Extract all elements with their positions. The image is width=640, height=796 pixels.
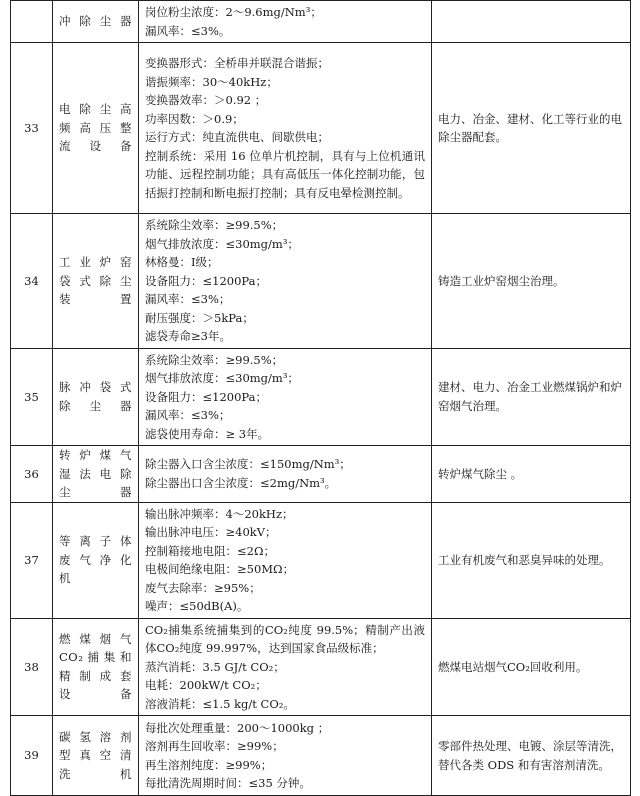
parameter-line: 滤袋使用寿命：≥ 3年。	[145, 426, 270, 441]
parameter-line: 变换器效率：＞0.92 ；	[145, 93, 267, 107]
parameter-line: 林格曼：Ⅰ级；	[145, 255, 219, 269]
equipment-name	[53, 446, 139, 503]
equipment-name-line: 流设备	[59, 139, 132, 154]
table-row	[11, 502, 631, 618]
table-row	[11, 618, 631, 716]
parameter-line: 除尘器入口含尘浓度：≤150mg/Nm³；	[145, 457, 351, 472]
equipment-name	[53, 43, 139, 214]
parameter-line: 漏风率：≤3%；	[145, 408, 231, 422]
parameter-line: 除尘器出口含尘浓度：≤2mg/Nm³。	[145, 475, 337, 490]
row-number	[11, 1, 53, 43]
equipment-name-line: 碳氢溶剂	[59, 729, 132, 744]
equipment-name-line: 脉冲袋式	[59, 380, 132, 395]
equipment-name-line: 装置	[59, 292, 132, 306]
parameter-line: 滤袋寿命≥3年。	[145, 329, 231, 343]
equipment-name-line: 湿法电除	[59, 466, 132, 481]
equipment-name	[53, 716, 139, 796]
equipment-name-line: 精制成套	[59, 668, 132, 683]
row-number: 38	[11, 618, 53, 716]
table-row	[11, 446, 631, 503]
technical-parameters	[139, 502, 432, 618]
parameter-line: 漏风率：≤3%；	[145, 292, 231, 306]
technical-parameters	[139, 1, 432, 43]
technical-parameters	[139, 43, 432, 214]
application-field: 零部件热处理、电镀、涂层等清洗，替代各类 ODS 和有害溶剂清洗。	[432, 716, 631, 796]
equipment-name	[53, 618, 139, 716]
equipment-name-line: 机	[59, 571, 71, 586]
row-number: 33	[11, 43, 53, 214]
equipment-name-line: 频高压整	[59, 120, 132, 135]
application-field: 转炉煤气除尘 。	[432, 446, 631, 503]
parameter-line: 系统除尘效率：≥99.5%；	[145, 352, 284, 367]
table-row	[11, 348, 631, 446]
parameter-line: 电极间绝缘电阻：≥50MΩ；	[145, 562, 295, 576]
parameter-line: 废气去除率：≥95%；	[145, 580, 261, 595]
parameter-line: 功率因数：＞0.9；	[145, 111, 244, 126]
parameter-line: 噪声：≤50dB(A)。	[145, 599, 249, 613]
parameter-line: 漏风率：≤3%。	[145, 23, 231, 38]
parameter-line: 蒸汽消耗：3.5 GJ/t CO₂；	[145, 659, 285, 674]
parameter-line: 耐压强度：＞5kPa；	[145, 310, 254, 325]
parameter-line: 烟气排放浓度：≤30mg/m³；	[145, 236, 299, 251]
equipment-name-line: 洗机	[59, 766, 132, 781]
parameter-line: 每批次处理重量：200～1000kg ；	[145, 720, 330, 735]
equipment-name-line: 尘器	[59, 485, 132, 499]
parameter-line: 设备阻力：≤1200Pa；	[145, 273, 267, 288]
equipment-name-line: 等离子体	[59, 534, 132, 549]
technical-parameters	[139, 348, 432, 446]
parameter-line: 谐振频率：30～40kHz；	[145, 74, 278, 89]
parameter-line: 设备阻力：≤1200Pa；	[145, 389, 267, 404]
table-row	[11, 43, 631, 214]
application-field: 燃煤电站烟气CO₂回收利用。	[432, 618, 631, 716]
equipment-table-body	[11, 1, 631, 796]
application-field: 电力、冶金、建材、化工等行业的电除尘器配套。	[432, 43, 631, 214]
equipment-name-line: 电除尘高	[59, 102, 132, 117]
equipment-name-line: 废气净化	[59, 552, 132, 567]
equipment-name	[53, 1, 139, 43]
table-row	[11, 1, 631, 43]
parameter-line: 输出脉冲频率：4～20kHz；	[145, 506, 294, 521]
parameter-line: 溶剂再生回收率：≥99%；	[145, 739, 284, 753]
parameter-line: 岗位粉尘浓度：2～9.6mg/Nm³；	[145, 5, 322, 19]
equipment-name-line: 冲除尘器	[59, 14, 132, 29]
parameter-line: CO₂捕集系统捕集到的CO₂纯度 99.5%；精制产出液体CO₂纯度 99.997%，达到国家食品级标准；	[145, 622, 425, 655]
technical-parameters	[139, 214, 432, 349]
equipment-name-line: CO₂捕集和	[59, 650, 132, 665]
equipment-name-line: 设备	[59, 687, 132, 702]
equipment-name-line: 工业炉窑	[59, 255, 132, 269]
row-number: 34	[11, 214, 53, 349]
application-field: 工业有机废气和恶臭异味的处理。	[432, 502, 631, 618]
equipment-name	[53, 348, 139, 446]
row-number: 36	[11, 446, 53, 503]
technical-parameters	[139, 446, 432, 503]
row-number: 37	[11, 502, 53, 618]
equipment-name-line: 型真空清	[59, 748, 132, 763]
technical-parameters	[139, 716, 432, 796]
technical-parameters	[139, 618, 432, 716]
table-row	[11, 716, 631, 796]
parameter-line: 再生溶剂纯度：≥99%；	[145, 757, 273, 772]
parameter-line: 控制箱接地电阻：≤2Ω；	[145, 543, 275, 558]
equipment-name-line: 转炉煤气	[59, 448, 132, 462]
parameter-line: 变换器形式：全桥串并联混合谐振；	[145, 56, 329, 70]
parameter-line: 电耗：200kW/t CO₂；	[145, 678, 267, 692]
application-field: 铸造工业炉窑烟尘治理。	[432, 214, 631, 349]
equipment-name-line: 除尘器	[59, 398, 132, 413]
application-field: 建材、电力、冶金工业燃煤锅炉和炉窑烟气治理。	[432, 348, 631, 446]
table-row	[11, 214, 631, 349]
parameter-line: 溶液消耗：≤1.5 kg/t CO₂。	[145, 696, 295, 711]
parameter-line: 每批清洗周期时间：≤35 分钟。	[145, 776, 311, 790]
parameter-line: 运行方式：纯直流供电、间歇供电；	[145, 130, 329, 144]
parameter-line: 输出脉冲电压：≥40kV；	[145, 525, 277, 539]
equipment-table	[10, 0, 631, 796]
equipment-table-page	[10, 0, 630, 796]
equipment-name	[53, 502, 139, 618]
equipment-name-line: 燃煤烟气	[59, 631, 132, 646]
row-number: 35	[11, 348, 53, 446]
application-field	[432, 1, 631, 43]
parameter-line: 烟气排放浓度：≤30mg/m³；	[145, 371, 299, 385]
equipment-name-line: 袋式除尘	[59, 273, 132, 288]
equipment-name	[53, 214, 139, 349]
parameter-line: 控制系统：采用 16 位单片机控制，具有与上位机通讯功能、远程控制功能；具有高低压一体化控制功能，包括振打控制和断电振打控制；具有反电晕检测控制。	[145, 148, 425, 200]
row-number: 39	[11, 716, 53, 796]
parameter-line: 系统除尘效率：≥99.5%；	[145, 218, 284, 232]
